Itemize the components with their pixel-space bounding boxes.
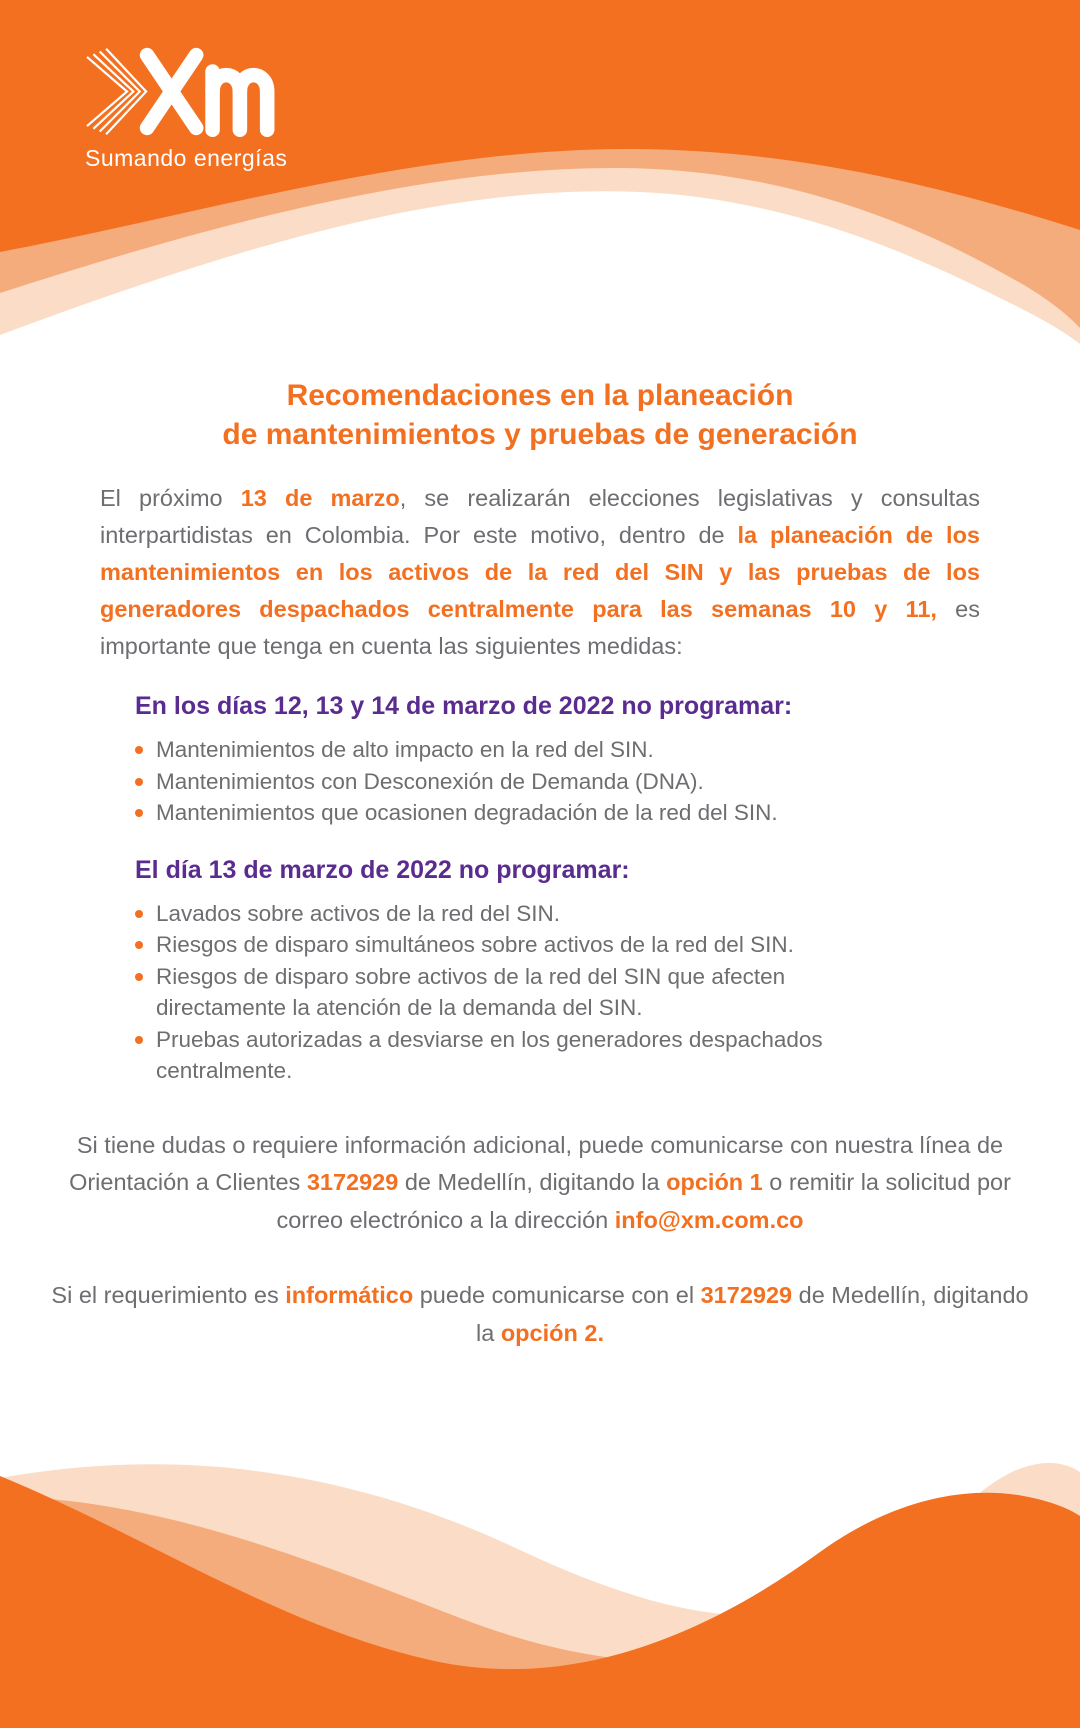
brand-tagline: Sumando energías (85, 145, 288, 171)
header-banner (0, 0, 1080, 360)
list-item (135, 929, 980, 961)
text-segment: El próximo (100, 485, 241, 511)
bullet-icon (135, 809, 143, 817)
bullet-icon (135, 973, 143, 981)
list-item-text: Riesgos de disparo simultáneos sobre activos de la red del SIN. (156, 932, 794, 957)
list-item (135, 1024, 980, 1087)
page-title-line2: de mantenimientos y pruebas de generación (222, 418, 858, 451)
list-item-text: Mantenimientos que ocasionen degradación de la red del SIN. (156, 800, 778, 825)
intro-paragraph (100, 480, 980, 665)
list-item-text: Mantenimientos de alto impacto en la red del SIN. (156, 737, 654, 762)
text-segment: de Medellín, digitando la (476, 1282, 1029, 1346)
contact-paragraph-1 (40, 1127, 1040, 1240)
xm-logo-icon (85, 46, 281, 137)
text-segment: opción 1 (666, 1169, 763, 1195)
page-title (0, 360, 1080, 454)
footer-wave-graphic (0, 1378, 1080, 1728)
text-segment: de Medellín, digitando la (398, 1169, 667, 1195)
text-segment: informático (285, 1282, 414, 1308)
list-item-text: Mantenimientos con Desconexión de Demanda (DNA). (156, 768, 704, 794)
text-segment: Si el requerimiento es (51, 1282, 286, 1308)
email-link[interactable]: info@xm.com.co (614, 1206, 804, 1233)
list-item (135, 734, 980, 766)
section-heading: En los días 12, 13 y 14 de marzo de 2022 no programar: (135, 692, 793, 720)
bullet-icon (135, 1036, 143, 1044)
list-item (135, 766, 980, 798)
section-heading: El día 13 de marzo de 2022 no programar: (135, 855, 630, 884)
contact-paragraph-2 (40, 1277, 1040, 1352)
list-item-text: Riesgos de disparo sobre activos de la red del SIN que afecten directamente la atención de la demanda del SIN. (156, 963, 786, 1020)
bullet-icon (135, 941, 143, 949)
bullet-list (135, 734, 980, 829)
list-item-text: Lavados sobre activos de la red del SIN. (156, 900, 560, 926)
text-segment: o remitir la solicitud por correo electrónico a la dirección (276, 1169, 1011, 1233)
text-segment: 3172929 (306, 1169, 399, 1195)
bullet-icon (135, 778, 143, 786)
text-segment: puede comunicarse con el (413, 1282, 701, 1308)
text-segment: opción 2. (500, 1319, 604, 1346)
list-item-text: Pruebas autorizadas a desviarse en los generadores despachados centralmente. (156, 1026, 823, 1083)
section-no-programar-13 (100, 855, 980, 1087)
page-title-line1: Recomendaciones en la planeación (286, 379, 794, 412)
section-no-programar-12-13-14 (100, 691, 980, 829)
xm-logo (85, 46, 287, 172)
text-segment: 13 de marzo (240, 485, 400, 511)
list-item (135, 961, 980, 1024)
bullet-icon (135, 746, 143, 754)
list-item (135, 797, 980, 829)
main-content (0, 360, 1080, 1352)
text-segment: la planeación de los mantenimientos en los activos de la red del SIN y las pruebas de los generadores despachados centralmente para las semanas 10 y 11, (100, 522, 980, 622)
text-segment: , se realizarán elecciones legislativas y consultas interpartidistas en Colombia. Por este motivo, dentro de (100, 485, 980, 548)
bullet-icon (135, 910, 143, 918)
bullet-list (135, 898, 980, 1087)
list-item (135, 898, 980, 930)
text-segment: es importante que tenga en cuenta las siguientes medidas: (100, 596, 980, 659)
text-segment: 3172929 (700, 1282, 793, 1308)
text-segment: Si tiene dudas o requiere información adicional, puede comunicarse con nuestra línea de Orientación a Clientes (69, 1131, 1004, 1195)
